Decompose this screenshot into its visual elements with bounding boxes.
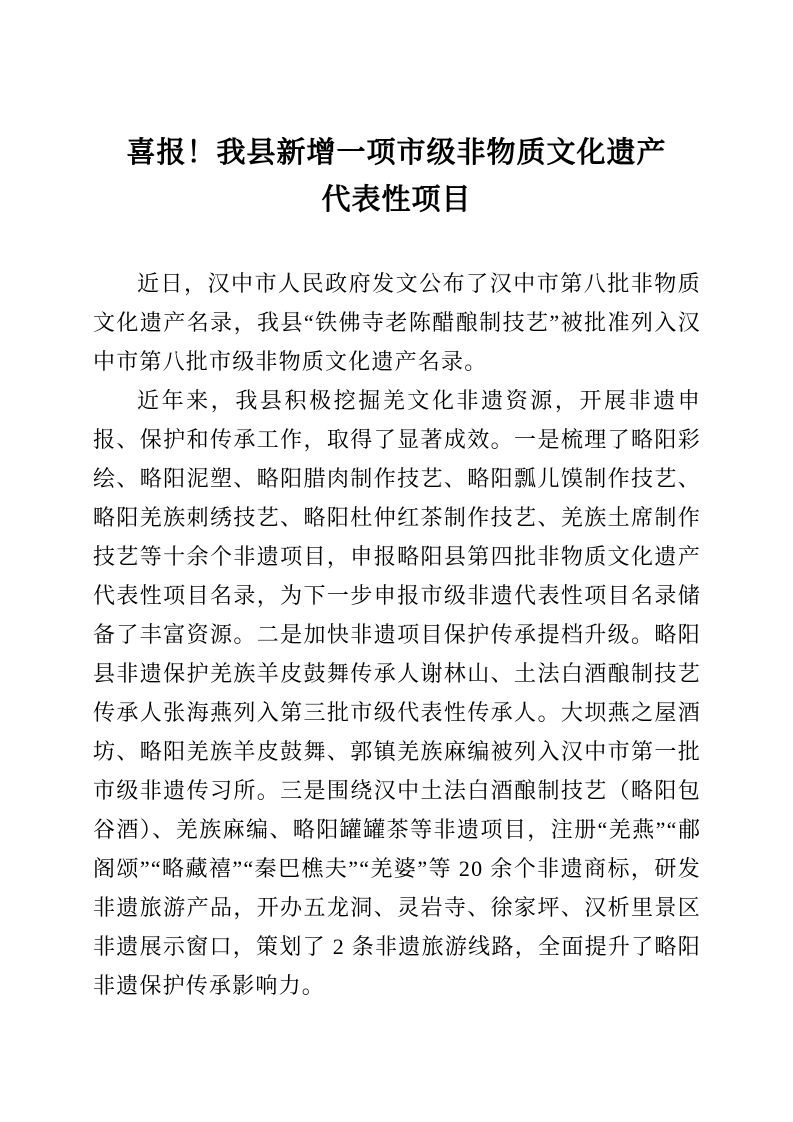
document-title [0,0,793,224]
paragraph-intro: 近日，汉中市人民政府发文公布了汉中市第八批非物质文化遗产名录，我县“铁佛寺老陈醋酿制技艺”被批准列入汉中市第八批市级非物质文化遗产名录。 [93,271,701,374]
document-body [93,264,701,1005]
document-title-line-1: 喜报！我县新增一项市级非物质文化遗产 [126,137,667,169]
document-title-line-2: 代表性项目 [321,184,472,216]
paragraph-details: 近年来，我县积极挖掘羌文化非遗资源，开展非遗申报、保护和传承工作，取得了显著成效。一是梳理了略阳彩绘、略阳泥塑、略阳腊肉制作技艺、略阳瓢儿馍制作技艺、略阳羌族刺绣技艺、略阳杜仲红茶制作技艺、羌族土席制作技艺等十余个非遗项目，申报略阳县第四批非物质文化遗产代表性项目名录，为下一步申报市级非遗代表性项目名录储备了丰富资源。二是加快非遗项目保护传承提档升级。略阳县非遗保护羌族羊皮鼓舞传承人谢林山、土法白酒酿制技艺传承人张海燕列入第三批市级代表性传承人。大坝燕之屋酒坊、略阳羌族羊皮鼓舞、郭镇羌族麻编被列入汉中市第一批市级非遗传习所。三是围绕汉中土法白酒酿制技艺（略阳包谷酒）、羌族麻编、略阳罐罐茶等非遗项目，注册“羌燕”“郙阁颂”“略藏禧”“秦巴樵夫”“羌婆”等 20 余个非遗商标，研发非遗旅游产品，开办五龙洞、灵岩寺、徐家坪、汉析里景区非遗展示窗口，策划了 2 条非遗旅游线路，全面提升了略阳非遗保护传承影响力。 [93,388,701,998]
